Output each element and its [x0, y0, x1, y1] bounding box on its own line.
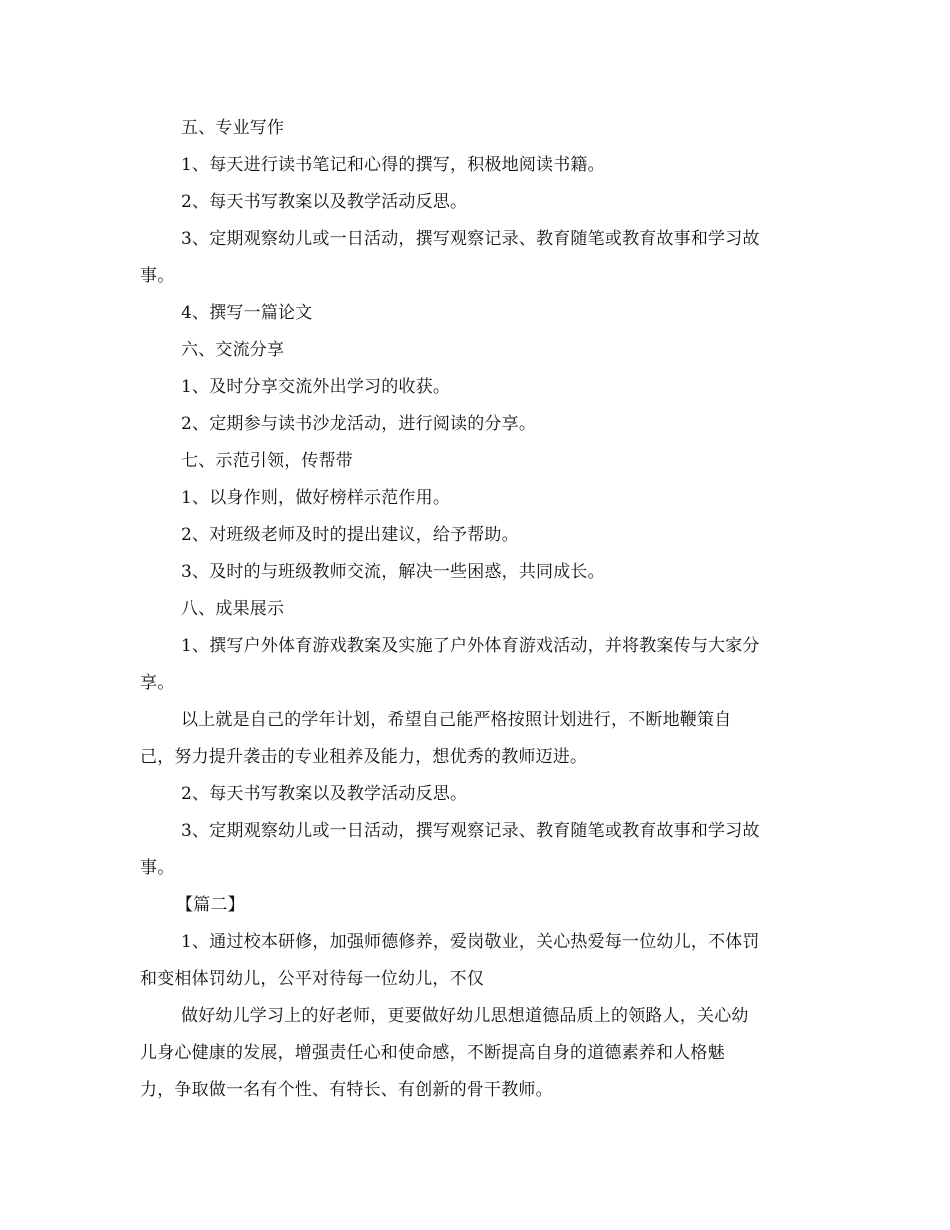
paragraph-line: 4、撰写一篇论文 [181, 303, 313, 323]
paragraph-line-continuation: 己，努力提升袭击的专业租养及能力，想优秀的教师迈进。 [140, 747, 588, 767]
part-two-heading: 【篇二】 [176, 895, 245, 915]
section-heading-6: 六、交流分享 [181, 340, 285, 360]
paragraph-line: 1、以身作则，做好榜样示范作用。 [181, 488, 451, 508]
paragraph-line-continuation: 事。 [140, 266, 175, 286]
paragraph-line-continuation: 儿身心健康的发展，增强责任心和使命感，不断提高自身的道德素养和人格魅 [140, 1043, 725, 1063]
paragraph-line: 以上就是自己的学年计划，希望自己能严格按照计划进行，不断地鞭策自 [181, 710, 732, 730]
paragraph-line: 2、每天书写教案以及教学活动反思。 [181, 192, 468, 212]
paragraph-line: 1、及时分享交流外出学习的收获。 [181, 377, 451, 397]
paragraph-line: 2、对班级老师及时的提出建议，给予帮助。 [181, 525, 519, 545]
section-heading-7: 七、示范引领，传帮带 [181, 451, 353, 471]
paragraph-line: 1、通过校本研修，加强师德修养，爱岗敬业，关心热爱每一位幼儿，不体罚 [181, 932, 760, 952]
paragraph-line-continuation: 力，争取做一名有个性、有特长、有创新的骨干教师。 [140, 1080, 553, 1100]
section-heading-8: 八、成果展示 [181, 599, 285, 619]
paragraph-line: 3、及时的与班级教师交流，解决一些困惑，共同成长。 [181, 562, 605, 582]
paragraph-line-continuation: 享。 [140, 673, 175, 693]
paragraph-line: 3、定期观察幼儿或一日活动，撰写观察记录、教育随笔或教育故事和学习故 [181, 821, 760, 841]
paragraph-line-continuation: 事。 [140, 858, 175, 878]
paragraph-line: 2、每天书写教案以及教学活动反思。 [181, 784, 468, 804]
paragraph-line: 做好幼儿学习上的好老师，更要做好幼儿思想道德品质上的领路人，关心幼 [181, 1006, 749, 1026]
paragraph-line: 2、定期参与读书沙龙活动，进行阅读的分享。 [181, 414, 537, 434]
paragraph-line-continuation: 和变相体罚幼儿，公平对待每一位幼儿，不仅 [140, 969, 484, 989]
paragraph-line: 3、定期观察幼儿或一日活动，撰写观察记录、教育随笔或教育故事和学习故 [181, 229, 760, 249]
section-heading-5: 五、专业写作 [181, 118, 285, 138]
paragraph-line: 1、每天进行读书笔记和心得的撰写，积极地阅读书籍。 [181, 155, 605, 175]
paragraph-line: 1、撰写户外体育游戏教案及实施了户外体育游戏活动，并将教案传与大家分 [181, 636, 760, 656]
